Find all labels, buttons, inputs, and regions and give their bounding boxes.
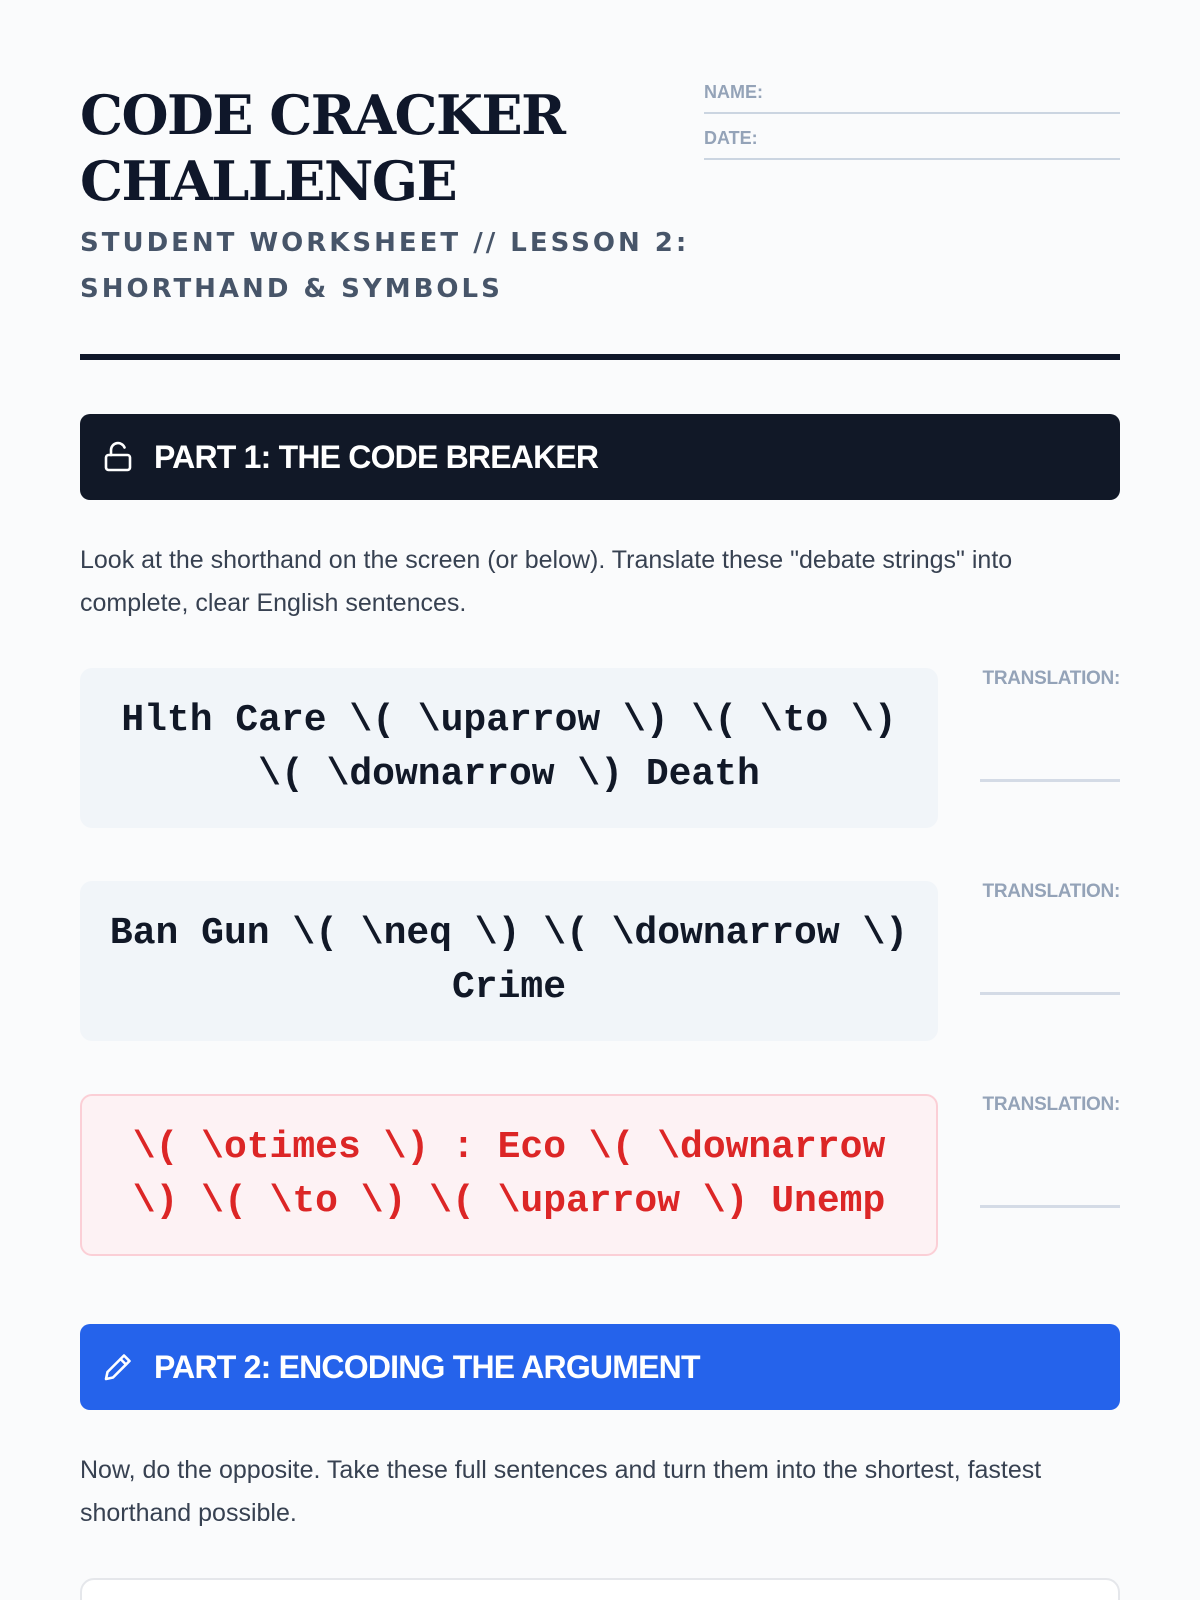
- part2-title: PART 2: ENCODING THE ARGUMENT: [154, 1348, 700, 1385]
- translation-label: TRANSLATION:: [982, 668, 1120, 689]
- part2-banner: [80, 1324, 1120, 1410]
- part1-instructions: Look at the shorthand on the screen (or below). Translate these "debate strings" into complete, clear English sentences.: [80, 546, 1013, 617]
- code-item: [80, 881, 1120, 1041]
- name-label: NAME:: [704, 82, 763, 102]
- code-card: [80, 881, 938, 1041]
- page-subtitle: STUDENT WORKSHEET // LESSON 2: SHORTHAND & SYMBOLS: [80, 228, 690, 304]
- code-item: [80, 668, 1120, 828]
- header-divider: [80, 354, 1120, 360]
- part2-card: [80, 1578, 1120, 1600]
- part1-title: PART 1: THE CODE BREAKER: [154, 438, 599, 475]
- name-field[interactable]: [704, 74, 1120, 114]
- code-card-highlighted: [80, 1094, 938, 1256]
- code-string: Ban Gun \( \neq \) \( \downarrow \) Crime: [109, 912, 909, 1009]
- code-item: [80, 1094, 1120, 1254]
- part1-banner: [80, 414, 1120, 500]
- translation-field[interactable]: [980, 881, 1120, 995]
- page-title: CODE CRACKER CHALLENGE: [80, 83, 565, 213]
- code-card: [80, 668, 938, 828]
- code-string: Hlth Care \( \uparrow \) \( \to \) \( \downarrow \) Death: [121, 699, 897, 796]
- date-field[interactable]: [704, 120, 1120, 160]
- code-string: \( \otimes \) : Eco \( \downarrow \) \( \to \) \( \uparrow \) Unemp: [132, 1126, 886, 1223]
- translation-field[interactable]: [980, 1094, 1120, 1208]
- date-label: DATE:: [704, 128, 758, 148]
- pencil-icon: [102, 1351, 134, 1383]
- translation-label: TRANSLATION:: [982, 881, 1120, 902]
- student-info: [704, 74, 1120, 166]
- part2-instructions: Now, do the opposite. Take these full sentences and turn them into the shortest, fastest shorthand possible.: [80, 1456, 1042, 1527]
- unlock-icon: [102, 441, 134, 473]
- translation-label: TRANSLATION:: [982, 1094, 1120, 1115]
- translation-field[interactable]: [980, 668, 1120, 782]
